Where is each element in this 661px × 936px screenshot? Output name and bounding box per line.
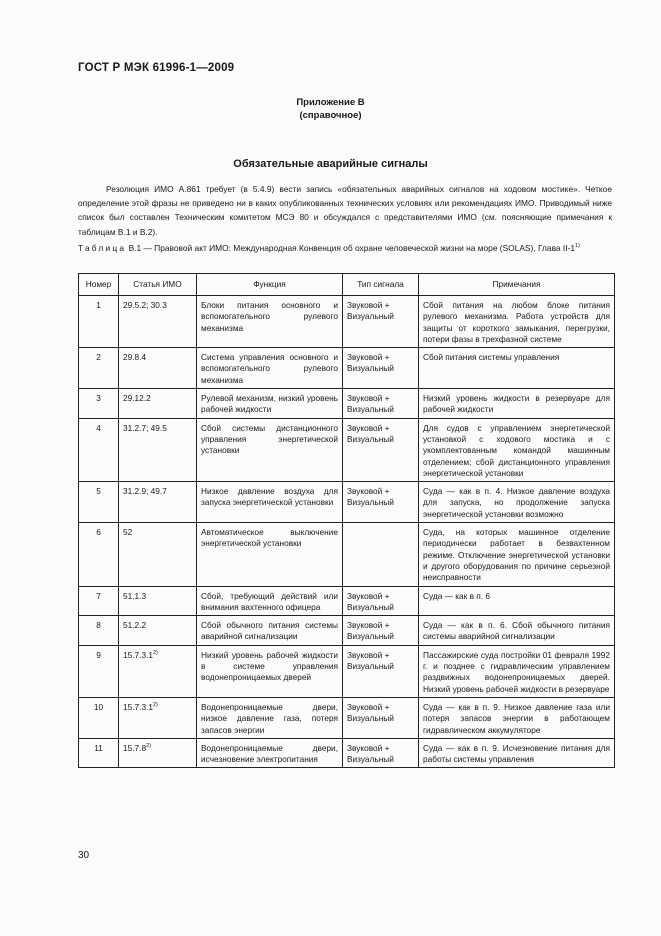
cell-signal-type: Звуковой + Визуальный xyxy=(343,645,419,697)
cell-number: 8 xyxy=(79,616,119,646)
cell-number: 11 xyxy=(79,738,119,768)
alarms-table xyxy=(78,273,615,768)
cell-signal-type: Звуковой + Визуальный xyxy=(343,738,419,768)
cell-signal-type: Звуковой + Визуальный xyxy=(343,586,419,616)
cell-function: Низкое давление воздуха для запуска энергетической установки xyxy=(197,482,343,523)
cell-function: Сбой, требующий действий или внимания вахтенного офицера xyxy=(197,586,343,616)
cell-number: 2 xyxy=(79,348,119,389)
cell-article: 51.2.2 xyxy=(119,616,197,646)
cell-notes: Низкий уровень жидкости в резервуаре для рабочей жидкости xyxy=(419,389,615,419)
cell-function: Сбой обычного питания системы аварийной сигнализации xyxy=(197,616,343,646)
table-row xyxy=(79,523,615,586)
cell-function: Система управления основного и вспомогательного рулевого механизма xyxy=(197,348,343,389)
cell-signal-type: Звуковой + Визуальный xyxy=(343,616,419,646)
cell-number: 1 xyxy=(79,296,119,348)
annex-title: Приложение В xyxy=(296,97,365,108)
table-row xyxy=(79,616,615,646)
cell-notes: Сбой питания на любом блоке питания рулевого механизма. Работа устройств для защиты от короткого замыкания, перегрузки, потери фазы в трехфазной системе xyxy=(419,296,615,348)
intro-text: Резолюция ИМО А.861 требует (в 5.4.9) вести запись «обязательных аварийных сигналов на ходовом мостике». Четкое определение этой фразы не приведено ни в каких опубликованных технических условиях или рекомендациях ИМО. Приводимый ниже список был составлен Техническим комитетом МСЭ 80 и обсуждался с представителями ИМО (см. поясняющие примечания к таблицам В.1 и В.2). xyxy=(78,184,612,237)
footnote-ref: 2) xyxy=(153,649,158,656)
cell-signal-type: Звуковой + Визуальный xyxy=(343,482,419,523)
col-header-number: Номер xyxy=(79,274,119,296)
section-title: Обязательные аварийные сигналы xyxy=(233,158,428,170)
table-row xyxy=(79,348,615,389)
intro-paragraph xyxy=(78,182,612,239)
annex-subtitle: (справочное) xyxy=(299,110,362,121)
cell-notes: Суда — как в п. 9. Исчезновение питания для работы системы управления xyxy=(419,738,615,768)
cell-article: 51.1.3 xyxy=(119,586,197,616)
cell-article: 29.8.4 xyxy=(119,348,197,389)
table-row xyxy=(79,482,615,523)
table-caption-label: Таблица xyxy=(78,243,127,253)
cell-article: 29.12.2 xyxy=(119,389,197,419)
table-row xyxy=(79,389,615,419)
cell-signal-type: Звуковой + Визуальный xyxy=(343,389,419,419)
table-caption-text: В.1 — Правовой акт ИМО: Международная Конвенция об охране человеческой жизни на море (SOLAS), Глава II-1 xyxy=(128,243,576,253)
table-row xyxy=(79,738,615,768)
cell-number: 4 xyxy=(79,418,119,481)
cell-signal-type: Звуковой + Визуальный xyxy=(343,697,419,738)
cell-article: 15.7.3.1$^{2)}$ xyxy=(119,697,197,738)
cell-number: 7 xyxy=(79,586,119,616)
col-header-signal-type: Тип сигнала xyxy=(343,274,419,296)
cell-number: 5 xyxy=(79,482,119,523)
table-caption xyxy=(78,242,612,256)
col-header-notes: Примечания xyxy=(419,274,615,296)
cell-number: 10 xyxy=(79,697,119,738)
cell-signal-type xyxy=(343,523,419,586)
cell-function: Водонепроницаемые двери, исчезновение электропитания xyxy=(197,738,343,768)
cell-article: 15.7.8$^{2)}$ xyxy=(119,738,197,768)
annex-heading xyxy=(0,96,661,122)
cell-article: 15.7.3.1$^{2)}$ xyxy=(119,645,197,697)
cell-function: Рулевой механизм, низкий уровень рабочей жидкости xyxy=(197,389,343,419)
page-number: 30 xyxy=(78,850,90,861)
cell-notes: Пассажирские суда постройки 01 февраля 1992 г. и позднее с гидравлическим управлением раздвижных водонепроницаемых дверей. Низкий уровень рабочей жидкости в резервуаре xyxy=(419,645,615,697)
cell-notes: Суда — как в п. 4. Низкое давление воздуха для запуска, но продолжение запуска энергетической установки возможно xyxy=(419,482,615,523)
cell-notes: Для судов с управлением энергетической установкой с ходового мостика и с укомплектованным командой машинным отделением; сбой дистанционного управления энергетической установки xyxy=(419,418,615,481)
table-body xyxy=(79,296,615,768)
cell-function: Автоматическое выключение энергетической установки xyxy=(197,523,343,586)
cell-article: 31.2.9; 49.7 xyxy=(119,482,197,523)
table-header-row xyxy=(79,274,615,296)
footnote-ref: 2) xyxy=(146,743,151,750)
cell-function: Блоки питания основного и вспомогательного рулевого механизма xyxy=(197,296,343,348)
col-header-function: Функция xyxy=(197,274,343,296)
cell-number: 3 xyxy=(79,389,119,419)
cell-signal-type: Звуковой + Визуальный xyxy=(343,418,419,481)
cell-notes: Суда — как в п. 9. Низкое давление газа или потеря запасов энергии в работающем гидравлическом аккумуляторе xyxy=(419,697,615,738)
cell-notes: Суда — как в п. 6 xyxy=(419,586,615,616)
table-row xyxy=(79,645,615,697)
table-row xyxy=(79,296,615,348)
cell-function: Низкий уровень рабочей жидкости в системе управления водонепроницаемых дверей xyxy=(197,645,343,697)
table-row xyxy=(79,697,615,738)
cell-signal-type: Звуковой + Визуальный xyxy=(343,348,419,389)
cell-number: 9 xyxy=(79,645,119,697)
table-row xyxy=(79,586,615,616)
cell-article: 29.5.2; 30.3 xyxy=(119,296,197,348)
cell-article: 31.2.7; 49.5 xyxy=(119,418,197,481)
cell-function: Водонепроницаемые двери, низкое давление газа, потеря запасов энергии xyxy=(197,697,343,738)
cell-notes: Суда — как в п. 6. Сбой обычного питания системы аварийной сигнализации xyxy=(419,616,615,646)
table-row xyxy=(79,418,615,481)
table-caption-footnote-ref: 1) xyxy=(575,243,580,250)
footnote-ref: 2) xyxy=(153,702,158,709)
cell-notes: Суда, на которых машинное отделение периодически работает в безвахтенном режиме. Отключение энергетической установки и другого оборудования по причине серьезной неисправности xyxy=(419,523,615,586)
document-header: ГОСТ Р МЭК 61996-1—2009 xyxy=(78,62,235,74)
cell-function: Сбой системы дистанционного управления энергетической установки xyxy=(197,418,343,481)
cell-notes: Сбой питания системы управления xyxy=(419,348,615,389)
cell-article: 52 xyxy=(119,523,197,586)
col-header-article: Статья ИМО xyxy=(119,274,197,296)
cell-number: 6 xyxy=(79,523,119,586)
cell-signal-type: Звуковой + Визуальный xyxy=(343,296,419,348)
